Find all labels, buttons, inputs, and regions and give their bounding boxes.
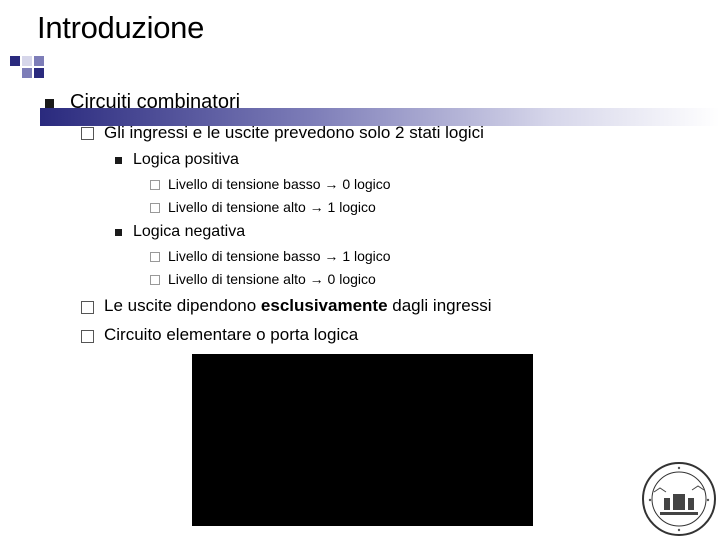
deco-square	[22, 68, 32, 78]
bullet-pos-alto: Livello di tensione alto → 1 logico	[168, 199, 376, 215]
bullet-uscite-dipendono	[104, 296, 492, 316]
deco-square	[10, 56, 20, 66]
hollow-square-bullet-icon	[150, 275, 160, 285]
text-part: Le uscite dipendono	[104, 296, 261, 315]
university-seal-icon	[640, 460, 718, 538]
emphasis-text: esclusivamente	[260, 296, 388, 315]
square-bullet-icon	[115, 157, 122, 164]
slide-title: Introduzione	[37, 10, 205, 45]
bullet-pos-basso: Livello di tensione basso → 0 logico	[168, 176, 391, 192]
title-decoration	[0, 48, 720, 88]
hollow-square-bullet-icon	[150, 180, 160, 190]
square-bullet-icon	[115, 229, 122, 236]
square-bullet-icon	[45, 99, 54, 108]
bullet-circuiti-combinatori: Circuiti combinatori	[70, 91, 241, 113]
hollow-square-bullet-icon	[150, 252, 160, 262]
deco-square	[34, 56, 44, 66]
text-part: dagli ingressi	[387, 296, 492, 315]
deco-square	[22, 56, 32, 66]
bullet-neg-alto: Livello di tensione alto → 0 logico	[168, 271, 376, 287]
deco-square	[34, 68, 44, 78]
bullet-logica-negativa: Logica negativa	[133, 223, 246, 240]
hollow-square-bullet-icon	[150, 203, 160, 213]
hollow-square-bullet-icon	[81, 127, 94, 140]
bullet-ingressi-uscite: Gli ingressi e le uscite prevedono solo 2 stati logici	[104, 123, 484, 142]
hollow-square-bullet-icon	[81, 330, 94, 343]
bullet-circuito-elementare: Circuito elementare o porta logica	[104, 325, 359, 344]
image-placeholder	[192, 354, 533, 526]
bullet-logica-positiva: Logica positiva	[133, 151, 239, 168]
bullet-neg-basso: Livello di tensione basso → 1 logico	[168, 248, 391, 264]
hollow-square-bullet-icon	[81, 301, 94, 314]
